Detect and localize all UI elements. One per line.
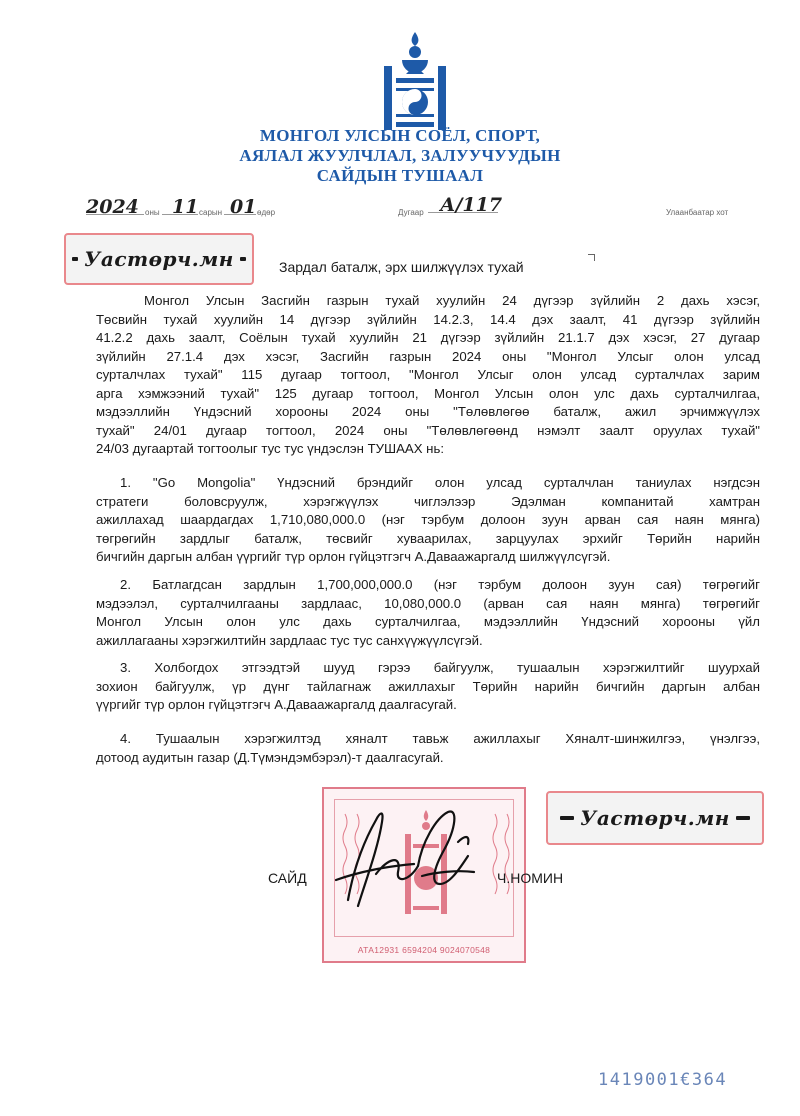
date-month: 11 xyxy=(172,196,199,218)
order-item-2 xyxy=(96,576,760,650)
preamble-line: зүйлийн 27.1.4 дэх хэсэг, Засгийн газрын 2024 оны "Монгол Улсыг олон улсад xyxy=(96,348,760,364)
date-day-field xyxy=(224,196,257,218)
document-number-field xyxy=(428,194,503,216)
order-item-line: 4. Тушаалын хэрэгжилтэд хяналт тавьж ажиллахыг Хяналт-шинжилгээ, үнэлгээ, xyxy=(120,731,760,746)
preamble-paragraph xyxy=(96,292,760,459)
date-day: 01 xyxy=(230,196,257,218)
handwritten-signature xyxy=(318,788,498,918)
preamble-line: мэдээллийн Үндэсний хорооны 2024 оны "Төлөвлөгөө баталж, ажил эрчимжүүлэх xyxy=(96,404,760,419)
preamble-line: арга хэмжээний тухай" 125 дугаар тогтоол, Монгол Улсын олон улс дахь сурталчилгаа, xyxy=(96,385,760,401)
order-item-line: дотоод аудитын газар (Д.Түмэндэмбэрэл)-т даалгасугай. xyxy=(96,749,444,765)
soyombo-emblem-icon xyxy=(382,30,448,132)
document-number: А/117 xyxy=(440,194,503,216)
watermark-text: Уастөрч.мн xyxy=(84,247,234,271)
signatory-name: Ч.НОМИН xyxy=(497,870,564,886)
order-item-line: ажиллахад шаардагдах 1,710,080,000.0 (нэг тэрбум долоон зуун арван сая наян мянга) xyxy=(96,512,760,527)
document-subject: Зардал баталж, эрх шилжүүлэх тухай xyxy=(279,259,524,275)
document-serial-number: 1419001€364 xyxy=(598,1070,728,1090)
preamble-line: Төсвийн тухай хуулийн 14 дүгээр зүйлийн 14.2.3, 14.4 дэх заалт, 41 дүгээр зүйлийн xyxy=(96,311,760,327)
watermark-dash-right xyxy=(736,816,750,820)
order-item-line: ажиллагааны хэрэгжилтийн зардлаас тус тус санхүүжүүлсүгэй. xyxy=(96,632,483,648)
order-item-4 xyxy=(96,730,760,767)
watermark-dash-right xyxy=(240,257,246,261)
order-item-3 xyxy=(96,659,760,715)
date-month-field xyxy=(162,196,199,218)
preamble-line: сурталчлах тухай" 115 дугаар тогтоол, "Монгол Улсыг олон улсад сурталчлах зарим xyxy=(96,367,760,382)
order-item-line: бичгийн даргын албан үүргийг түр орлон гүйцэтгэгч А.Даваажаргалд шилжүүлсүгэй. xyxy=(96,549,611,564)
order-item-1 xyxy=(96,474,760,567)
ministry-title-line1: МОНГОЛ УЛСЫН СОЁЛ, СПОРТ, xyxy=(259,126,541,145)
order-item-line: 2. Батлагдсан зардлын 1,700,000,000.0 (нэг тэрбум долоон зуун сая) төгрөгийг xyxy=(120,577,760,592)
date-year: 2024 xyxy=(86,196,139,218)
watermark-badge-top xyxy=(64,233,254,285)
order-item-line: стратеги боловсруулж, хэрэгжүүлэх чиглэлээр Эдэлман компанитай хамтран xyxy=(96,493,760,509)
watermark-dash-left xyxy=(560,816,574,820)
number-label: Дугаар xyxy=(398,208,424,217)
date-year-field xyxy=(86,196,144,218)
order-item-line: үүргийг түр орлон гүйцэтгэгч А.Даваажаргалд даалгасугай. xyxy=(96,697,457,712)
ministry-title-line3: САЙДЫН ТУШААЛ xyxy=(316,166,484,185)
subject-corner-mark xyxy=(588,254,595,261)
order-item-line: зохион байгуулж, үр дүнг тайлагнаж ажиллахыг Төрийн нарийн бичгийн даргын албан xyxy=(96,678,760,694)
date-day-suffix: өдөр xyxy=(257,208,276,217)
signatory-title: САЙД xyxy=(268,870,307,886)
watermark-text: Уастөрч.мн xyxy=(580,806,730,830)
order-item-line: мэдээлэл, сурталчилгааны зардлаас, 10,080,000.0 (арван сая наян мянга) төгрөгийг xyxy=(96,595,760,611)
watermark-badge-bottom xyxy=(546,791,764,845)
watermark-dash-left xyxy=(72,257,78,261)
order-item-line: 3. Холбогдох этгээдтэй шууд гэрээ байгуулж, тушаалын хэрэгжилтийг шуурхай xyxy=(120,660,760,675)
date-year-suffix: оны xyxy=(145,208,160,217)
seal-registration-number: АТА12931 6594204 9024070548 xyxy=(357,945,491,955)
preamble-line: 24/03 дугаартай тогтоолыг тус тус үндэслэн ТУШААХ нь: xyxy=(96,441,444,456)
order-item-line: Монгол Улсын олон улс дахь сурталчилгаа, мэдээллийн Үндэсний хорооны үйл xyxy=(96,614,760,629)
preamble-line: тухай" 24/01 дугаар тогтоол, 2024 оны "Төлөвлөгөөнд нэмэлт заалт оруулах тухай" xyxy=(96,422,760,438)
city-label: Улаанбаатар хот xyxy=(666,208,729,217)
preamble-line: Монгол Улсын Засгийн газрын тухай хуулийн 24 дүгээр зүйлийн 2 дахь хэсэг, xyxy=(144,293,760,308)
ministry-title-line2: АЯЛАЛ ЖУУЛЧЛАЛ, ЗАЛУУЧУУДЫН xyxy=(239,146,561,165)
order-item-line: 1. "Go Mongolia" Үндэсний брэндийг олон улсад сурталчлан таниулах нэгдсэн xyxy=(120,475,760,490)
order-item-line: төгрөгийн зардлыг баталж, төсвийг хуваарилах, зарцуулах эрхийг Төрийн нарийн xyxy=(96,530,760,546)
preamble-line: 41.2.2 дахь заалт, Соёлын тухай хуулийн 21 дүгээр зүйлийн 21.1.7 дэх хэсэг, 27 дугаар xyxy=(96,330,760,345)
date-month-suffix: сарын xyxy=(199,208,223,217)
